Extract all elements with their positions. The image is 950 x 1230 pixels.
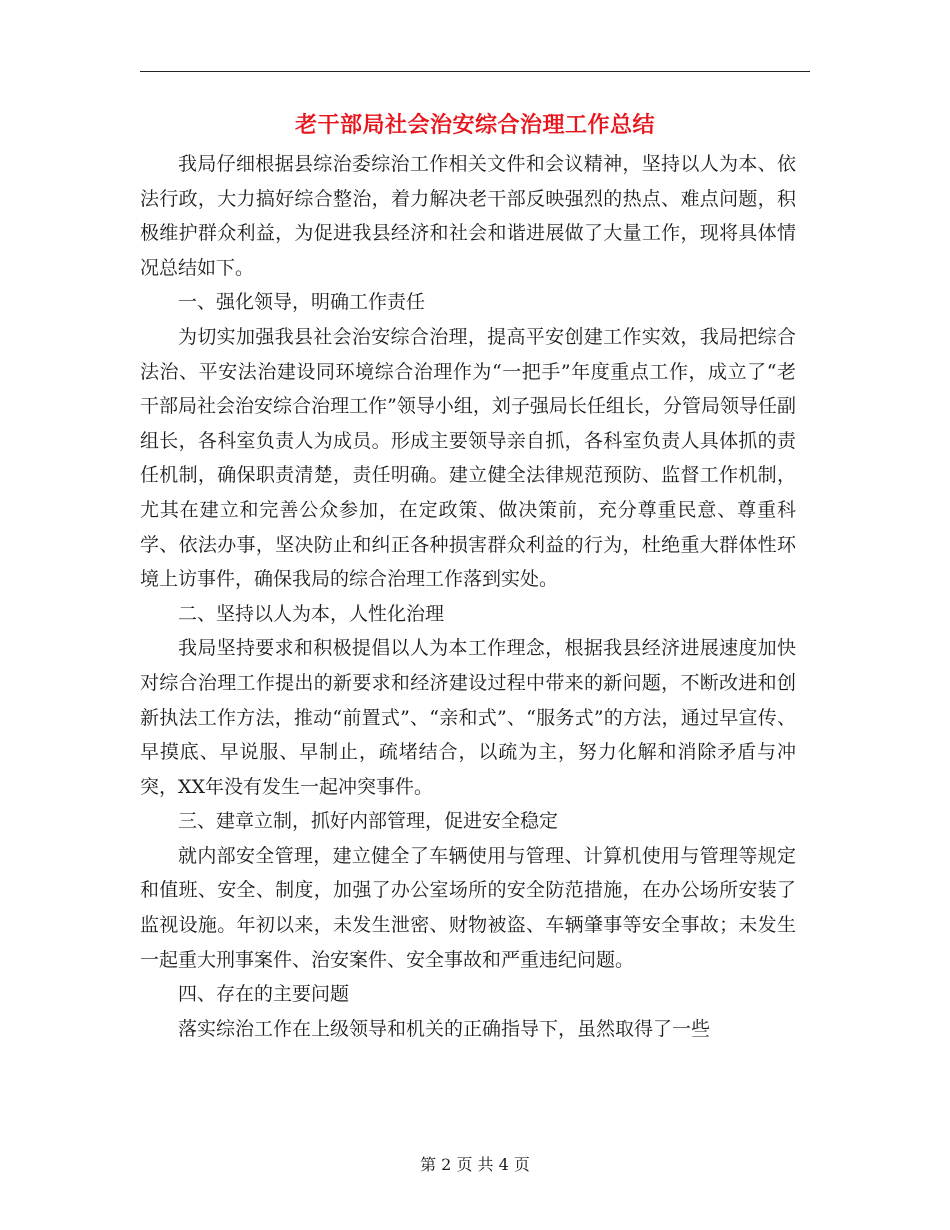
- page-number-label: 第 2 页 共 4 页: [420, 1155, 530, 1174]
- section-heading-3: 三、建章立制，抓好内部管理，促进安全稳定: [178, 810, 559, 833]
- document-body: [140, 147, 796, 1046]
- section-3-paragraph: 就内部安全管理，建立健全了车辆使用与管理、计算机使用与管理等规定和值班、安全、制度，加强了办公室场所的安全防范措施，在办公场所安装了监视设施。年初以来，未发生泄密、财物被盗、车辆肇事等安全事故；未发生一起重大刑事案件、治安案件、安全事故和严重违纪问题。: [140, 844, 796, 971]
- section-2-paragraph: 我局坚持要求和积极提倡以人为本工作理念，根据我县经济进展速度加快对综合治理工作提出的新要求和经济建设过程中带来的新问题，不断改进和创新执法工作方法，推动“前置式”、“亲和式”、“服务式”的方法，通过早宣传、早摸底、早说服、早制止，疏堵结合，以疏为主，努力化解和消除矛盾与冲突，XX年没有发生一起冲突事件。: [140, 637, 796, 798]
- header-rule: [140, 71, 810, 72]
- section-4-paragraph: 落实综治工作在上级领导和机关的正确指导下，虽然取得了一些: [178, 1017, 711, 1040]
- intro-paragraph: 我局仔细根据县综治委综治工作相关文件和会议精神，坚持以人为本、依法行政，大力搞好综合整治，着力解决老干部反映强烈的热点、难点问题，积极维护群众利益，为促进我县经济和社会和谐进展做了大量工作，现将具体情况总结如下。: [140, 153, 796, 279]
- page-number: [0, 1154, 950, 1176]
- section-1-paragraph: 为切实加强我县社会治安综合治理，提高平安创建工作实效，我局把综合法治、平安法治建设同环境综合治理作为“一把手”年度重点工作，成立了“老干部局社会治安综合治理工作”领导小组，刘子强局长任组长，分管局领导任副组长，各科室负责人为成员。形成主要领导亲自抓，各科室负责人具体抓的责任机制，确保职责清楚，责任明确。建立健全法律规范预防、监督工作机制，尤其在建立和完善公众参加，在定政策、做决策前，充分尊重民意、尊重科学、依法办事，坚决防止和纠正各种损害群众利益的行为，杜绝重大群体性环境上访事件，确保我局的综合治理工作落到实处。: [140, 325, 796, 591]
- section-heading-2: 二、坚持以人为本，人性化治理: [178, 602, 445, 625]
- section-heading-1: 一、强化领导，明确工作责任: [178, 291, 426, 314]
- section-heading-4: 四、存在的主要问题: [178, 983, 350, 1006]
- document-title: 老干部局社会治安综合治理工作总结: [294, 113, 655, 138]
